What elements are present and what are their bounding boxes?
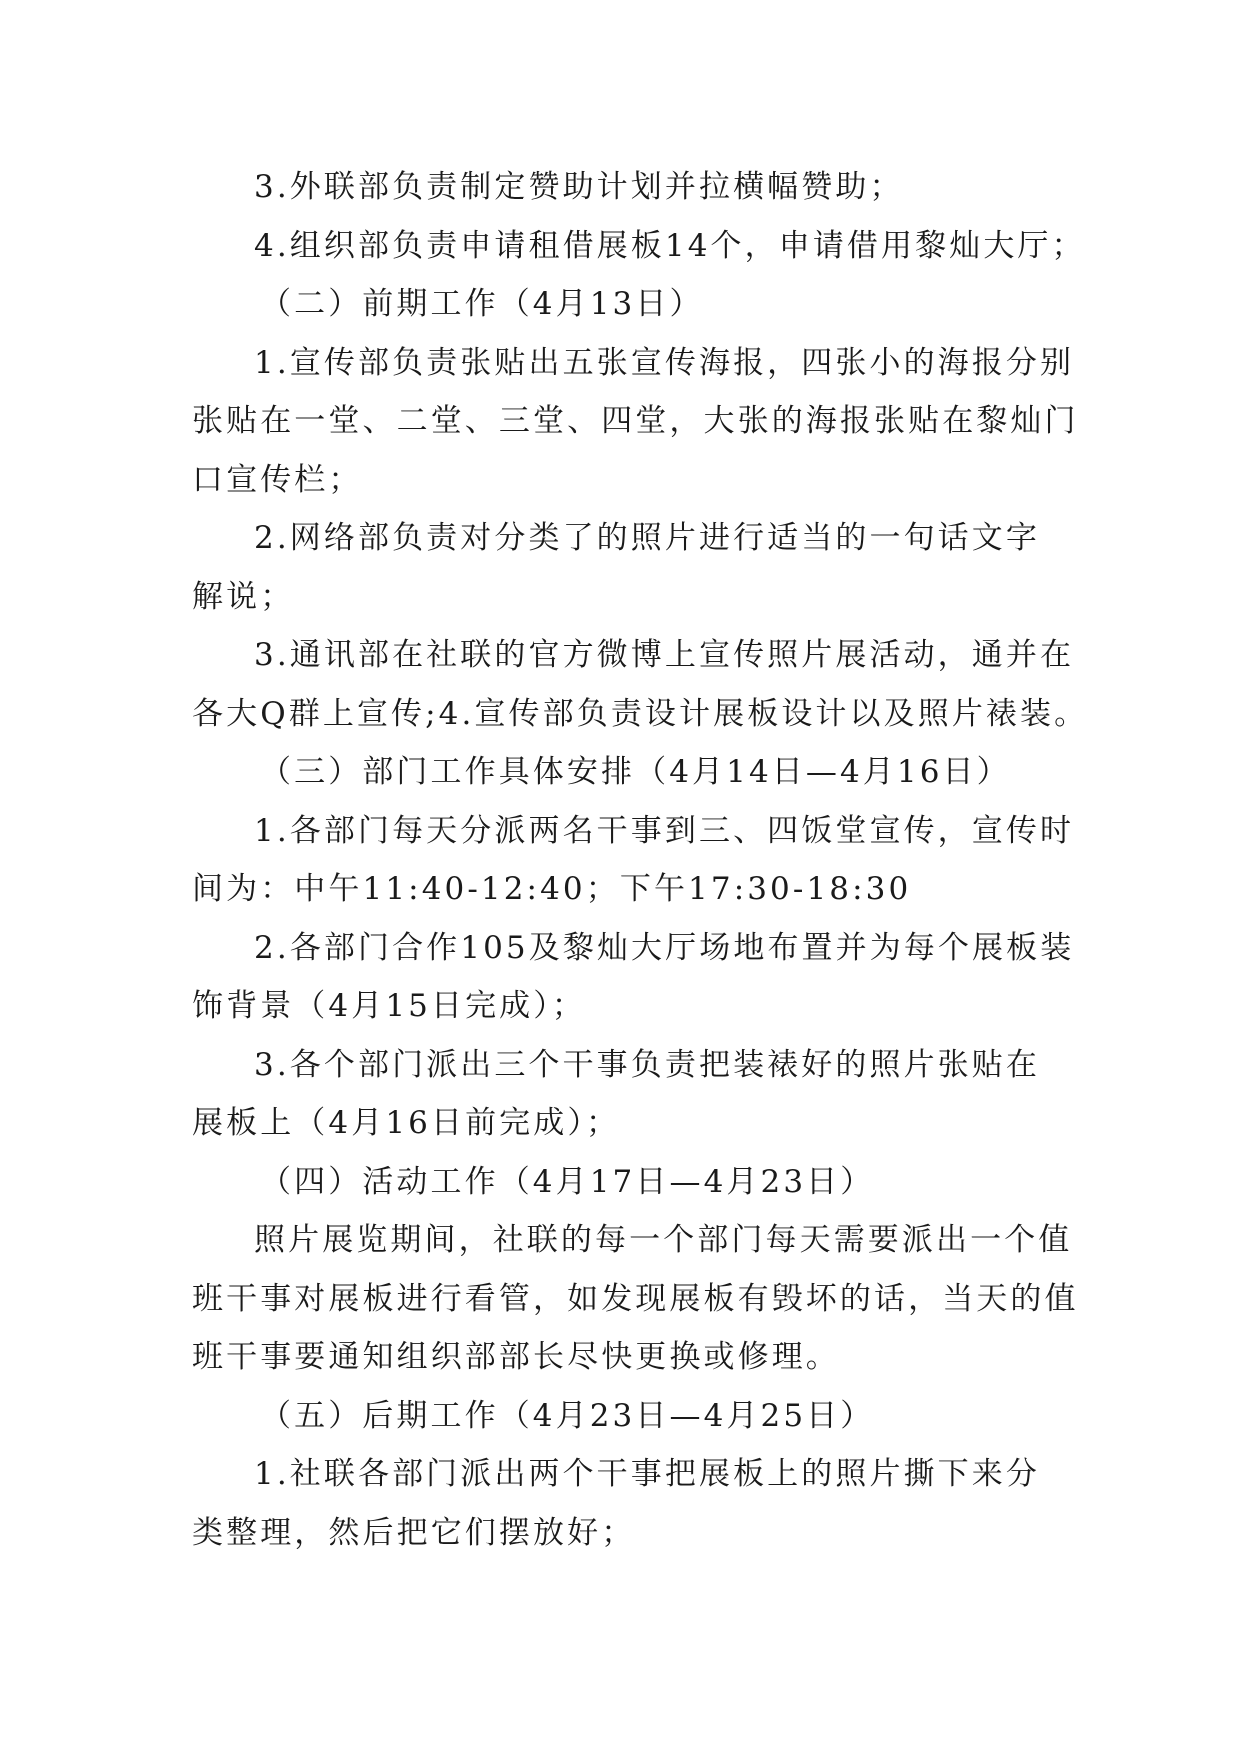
paragraph-line: 班干事要通知组织部部长尽快更换或修理。	[192, 1339, 840, 1375]
paragraph-line: 口宣传栏；	[192, 461, 363, 498]
item-3-sponsorship: 3.外联部负责制定赞助计划并拉横幅赞助；	[254, 169, 904, 205]
paragraph-line: 间为：中午11:40-12:40；下午17:30-18:30	[192, 871, 912, 907]
paragraph-line: 1.宣传部负责张贴出五张宣传海报，四张小的海报分别	[254, 344, 1075, 381]
paragraph-line: 2.各部门合作105及黎灿大厅场地布置并为每个展板装	[254, 929, 1075, 966]
heading-department-schedule: （三）部门工作具体安排（4月14日—4月16日）	[260, 754, 1011, 790]
paragraph-line: 各大Q群上宣传;4.宣传部负责设计展板设计以及照片裱装。	[192, 695, 1089, 732]
paragraph-line: 3.各个部门派出三个干事负责把装裱好的照片张贴在	[254, 1046, 1040, 1083]
heading-early-work: （二）前期工作（4月13日）	[260, 286, 704, 322]
paragraph-line: 1.社联各部门派出两个干事把展板上的照片撕下来分	[254, 1456, 1040, 1492]
paragraph-line: 张贴在一堂、二堂、三堂、四堂，大张的海报张贴在黎灿门	[192, 403, 1079, 439]
paragraph-line: 饰背景（4月15日完成）；	[192, 988, 586, 1024]
heading-activity-work: （四）活动工作（4月17日—4月23日）	[260, 1163, 875, 1200]
paragraph-line: 班干事对展板进行看管，如发现展板有毁坏的话，当天的值	[192, 1280, 1079, 1317]
paragraph-line: 1.各部门每天分派两名干事到三、四饭堂宣传，宣传时	[254, 812, 1075, 849]
paragraph-line: 3.通讯部在社联的官方微博上宣传照片展活动，通并在	[254, 637, 1075, 673]
paragraph-line: 解说；	[192, 578, 295, 615]
paragraph-line: 照片展览期间，社联的每一个部门每天需要派出一个值	[254, 1222, 1073, 1258]
item-4-organization: 4.组织部负责申请租借展板14个，申请借用黎灿大厅；	[254, 227, 1086, 264]
paragraph-line: 展板上（4月16日前完成）；	[192, 1105, 621, 1141]
paragraph-line: 类整理，然后把它们摆放好；	[192, 1514, 636, 1551]
document-body	[192, 158, 1089, 1562]
heading-later-work: （五）后期工作（4月23日—4月25日）	[260, 1397, 875, 1434]
paragraph-line: 2.网络部负责对分类了的照片进行适当的一句话文字	[254, 520, 1040, 556]
